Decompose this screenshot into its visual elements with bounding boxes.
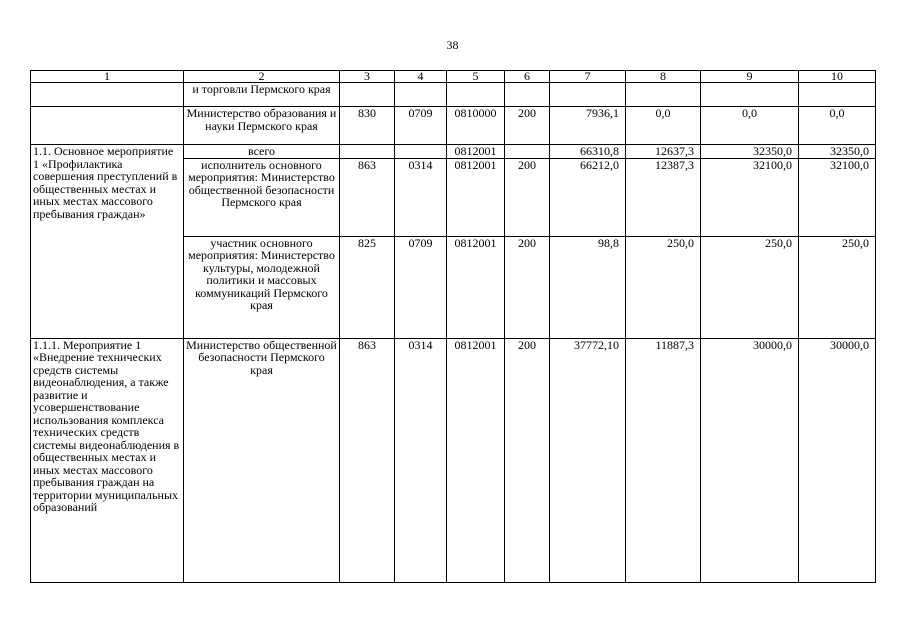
- header-row: [31, 71, 876, 83]
- amount-col10: 250,0: [799, 236, 876, 338]
- amount-col9: 0,0: [701, 107, 799, 145]
- table-row: [31, 338, 876, 582]
- col-header: 2: [184, 71, 340, 83]
- amount-col9: 250,0: [701, 236, 799, 338]
- section-code: 0314: [395, 338, 447, 582]
- amount-col10: 32350,0: [799, 145, 876, 159]
- section-code: 0709: [395, 107, 447, 145]
- expense-type: 200: [505, 236, 550, 338]
- amount-col7: 37772,10: [550, 338, 626, 582]
- table-row: [31, 145, 876, 159]
- target-code: 0810000: [447, 107, 505, 145]
- amount-col8: 11887,3: [626, 338, 701, 582]
- amount-col8: 12637,3: [626, 145, 701, 159]
- col-header: 9: [701, 71, 799, 83]
- program-name-cell: 1.1.1. Мероприятие 1 «Внедрение технических средств системы видеонаблюдения, а также развитие и усовершенствование использования комплекса технических средств системы видеонаблюдения в общественных местах и иных местах массового пребывания граждан на территории муниципальных образований: [31, 338, 184, 582]
- amount-col9: 32350,0: [701, 145, 799, 159]
- gr-code: 825: [340, 236, 395, 338]
- amount-col9: 32100,0: [701, 158, 799, 236]
- table-row: [31, 83, 876, 107]
- amount-col8: 12387,3: [626, 158, 701, 236]
- table-row: [31, 107, 876, 145]
- target-code: 0812001: [447, 236, 505, 338]
- amount-col7: 98,8: [550, 236, 626, 338]
- expense-type: 200: [505, 338, 550, 582]
- amount-col9: 30000,0: [701, 338, 799, 582]
- amount-col10: 30000,0: [799, 338, 876, 582]
- executor-cell: и торговли Пермского края: [184, 83, 340, 107]
- executor-cell: исполнитель основного мероприятия: Министерство общественной безопасности Пермского края: [184, 158, 340, 236]
- col-header: 7: [550, 71, 626, 83]
- target-code: 0812001: [447, 338, 505, 582]
- gr-code: 863: [340, 338, 395, 582]
- amount-col10: 32100,0: [799, 158, 876, 236]
- section-code: 0314: [395, 158, 447, 236]
- program-name-cell: 1.1. Основное мероприятие 1 «Профилактика совершения преступлений в общественных местах и иных местах массового пребывания граждан»: [31, 145, 184, 339]
- target-code: 0812001: [447, 145, 505, 159]
- executor-cell: участник основного мероприятия: Министерство культуры, молодежной политики и массовых коммуникаций Пермского края: [184, 236, 340, 338]
- amount-col7: 7936,1: [550, 107, 626, 145]
- expense-type: 200: [505, 107, 550, 145]
- executor-cell: всего: [184, 145, 340, 159]
- amount-col10: 0,0: [799, 107, 876, 145]
- col-header: 8: [626, 71, 701, 83]
- col-header: 1: [31, 71, 184, 83]
- col-header: 10: [799, 71, 876, 83]
- col-header: 4: [395, 71, 447, 83]
- page-number: 38: [446, 38, 459, 52]
- amount-col7: 66310,8: [550, 145, 626, 159]
- executor-cell: Министерство общественной безопасности Пермского края: [184, 338, 340, 582]
- budget-table: [30, 70, 876, 583]
- amount-col7: 66212,0: [550, 158, 626, 236]
- col-header: 5: [447, 71, 505, 83]
- executor-cell: Министерство образования и науки Пермского края: [184, 107, 340, 145]
- col-header: 6: [505, 71, 550, 83]
- gr-code: 830: [340, 107, 395, 145]
- amount-col8: 250,0: [626, 236, 701, 338]
- amount-col8: 0,0: [626, 107, 701, 145]
- col-header: 3: [340, 71, 395, 83]
- expense-type: 200: [505, 158, 550, 236]
- gr-code: 863: [340, 158, 395, 236]
- section-code: 0709: [395, 236, 447, 338]
- target-code: 0812001: [447, 158, 505, 236]
